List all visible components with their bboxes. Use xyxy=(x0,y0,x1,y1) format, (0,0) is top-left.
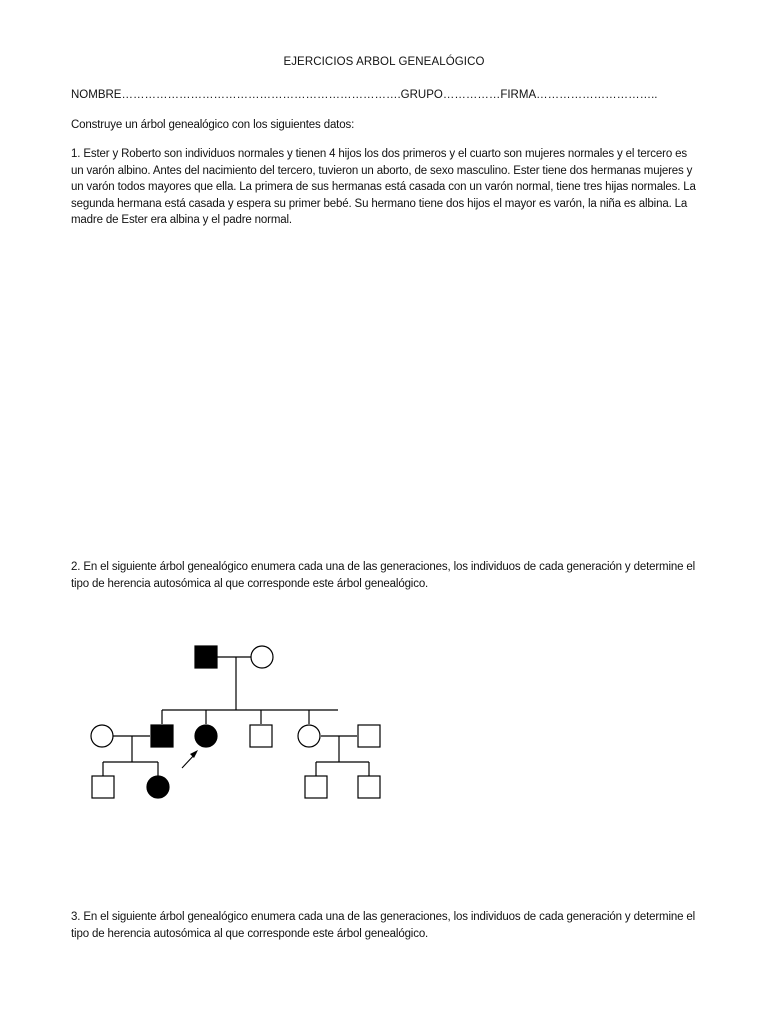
affected-female-symbol xyxy=(147,776,169,798)
proband-arrow-icon xyxy=(182,750,198,768)
unaffected-male-symbol xyxy=(250,725,272,747)
student-info-line: NOMBRE……………………………………………………………….GRUPO……………FIRMA………………………….. xyxy=(71,89,658,101)
affected-male-symbol xyxy=(151,725,173,747)
instructions-text: Construye un árbol genealógico con los siguientes datos: xyxy=(71,119,355,131)
pedigree-diagram xyxy=(85,638,385,808)
exercise-3-text: 3. En el siguiente árbol genealógico enumera cada una de las generaciones, los individuos de cada generación y determine el tipo de herencia autosómica al que corresponde este árbol genealógico. xyxy=(71,911,696,940)
unaffected-female-symbol xyxy=(91,725,113,747)
affected-female-symbol xyxy=(195,725,217,747)
unaffected-male-symbol xyxy=(92,776,114,798)
exercise-1-text: 1. Ester y Roberto son individuos normales y tienen 4 hijos los dos primeros y el cuarto son mujeres normales y el tercero es un varón albino. Antes del nacimiento del tercero, tuvieron un aborto, de sexo masculino. Ester tiene dos hermanas mujeres y un varón todos mayores que ella. La primera de sus hermanas está casada con un varón normal, tiene tres hijas normales. La segunda hermana está casada y espera su primer bebé. Su hermano tiene dos hijos el mayor es varón, la niña es albina. La madre de Ester era albina y el padre normal. xyxy=(71,148,696,226)
page-title: EJERCICIOS ARBOL GENEALÓGICO xyxy=(283,56,485,68)
unaffected-male-symbol xyxy=(305,776,327,798)
exercise-2-text: 2. En el siguiente árbol genealógico enumera cada una de las generaciones, los individuos de cada generación y determine el tipo de herencia autosómica al que corresponde este árbol genealógico. xyxy=(71,561,696,590)
unaffected-male-symbol xyxy=(358,776,380,798)
unaffected-male-symbol xyxy=(358,725,380,747)
affected-male-symbol xyxy=(195,646,217,668)
unaffected-female-symbol xyxy=(251,646,273,668)
unaffected-female-symbol xyxy=(298,725,320,747)
